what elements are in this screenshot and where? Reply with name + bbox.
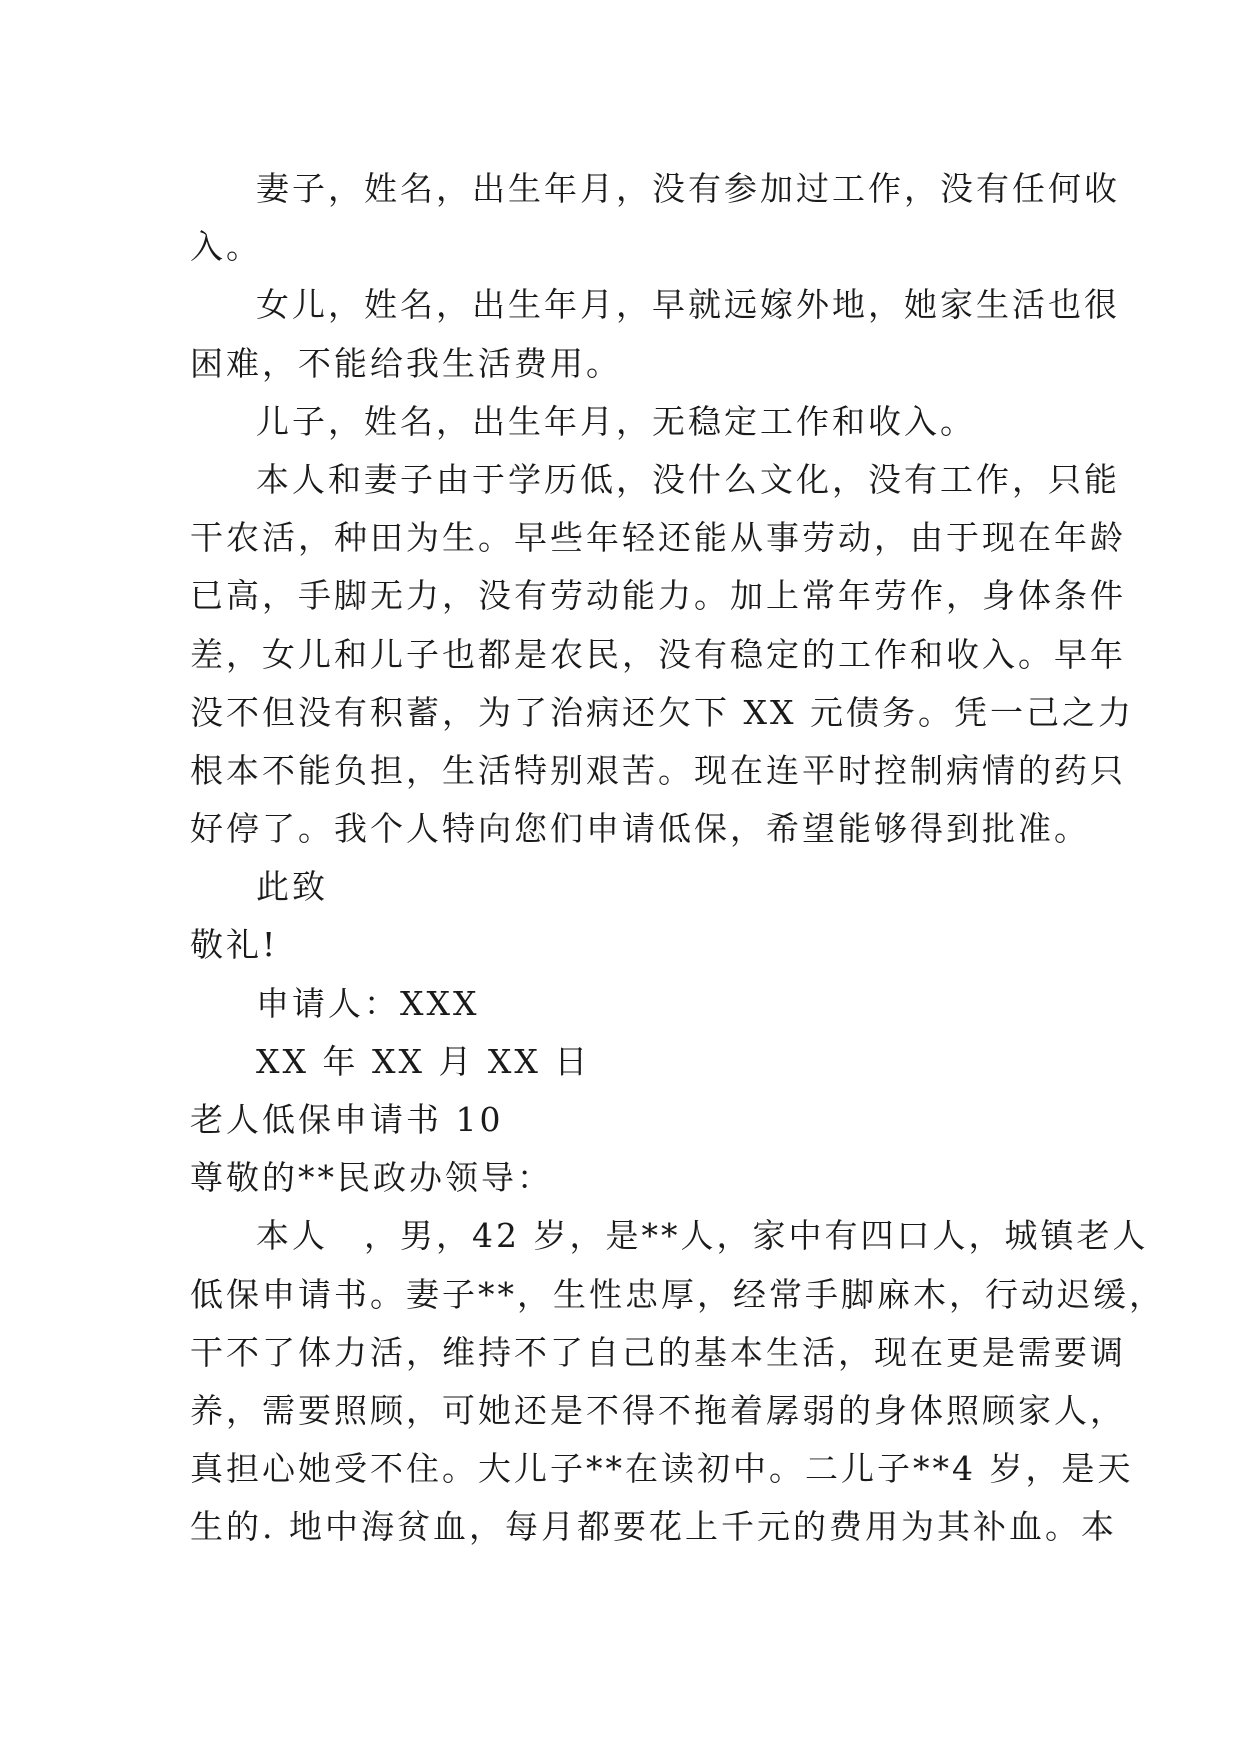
text-line: 妻子，姓名，出生年月，没有参加过工作，没有任何收 <box>256 169 1120 208</box>
applicant-signature: 申请人：XXX <box>256 983 480 1023</box>
text-line: 真担心她受不住。大儿子**在读初中。二儿子**4 岁，是天 <box>190 1449 1134 1489</box>
text-line: 本人和妻子由于学历低，没什么文化，没有工作，只能 <box>256 459 1120 499</box>
text-line: 干农活，种田为生。早些年轻还能从事劳动，由于现在年龄 <box>190 518 1126 558</box>
text-line: 差，女儿和儿子也都是农民，没有稳定的工作和收入。早年 <box>190 634 1126 674</box>
section-title: 老人低保申请书 10 <box>190 1100 504 1139</box>
text-line: 已高，手脚无力，没有劳动能力。加上常年劳作，身体条件 <box>190 576 1126 616</box>
closing-regards: 敬礼! <box>190 925 279 965</box>
text-line: 干不了体力活，维持不了自己的基本生活，现在更是需要调 <box>190 1332 1126 1372</box>
text-line: 女儿，姓名，出生年月，早就远嫁外地，她家生活也很 <box>256 285 1120 325</box>
text-line: 根本不能负担，生活特别艰苦。现在连平时控制病情的药只 <box>190 750 1126 790</box>
closing-salutation: 此致 <box>256 867 328 907</box>
letter-greeting: 尊敬的**民政办领导： <box>190 1158 553 1198</box>
text-line: 养，需要照顾，可她还是不得不拖着孱弱的身体照顾家人， <box>190 1390 1126 1430</box>
text-line: 困难，不能给我生活费用。 <box>190 343 622 383</box>
text-line: 本人 ，男，42 岁，是**人，家中有四口人，城镇老人 <box>256 1216 1149 1256</box>
text-line: 好停了。我个人特向您们申请低保，希望能够得到批准。 <box>190 809 1090 849</box>
text-line: 生的. 地中海贫血，每月都要花上千元的费用为其补血。本 <box>190 1507 1117 1547</box>
text-line: 没不但没有积蓄，为了治病还欠下 XX 元债务。凭一己之力 <box>190 692 1134 732</box>
text-line: 低保申请书。妻子**，生性忠厚，经常手脚麻木，行动迟缓， <box>190 1274 1165 1314</box>
document-page <box>190 160 1165 1557</box>
text-line: 儿子，姓名，出生年月，无稳定工作和收入。 <box>256 401 976 441</box>
text-line: 入。 <box>190 227 262 267</box>
date-line: XX 年 XX 月 XX 日 <box>256 1041 591 1081</box>
